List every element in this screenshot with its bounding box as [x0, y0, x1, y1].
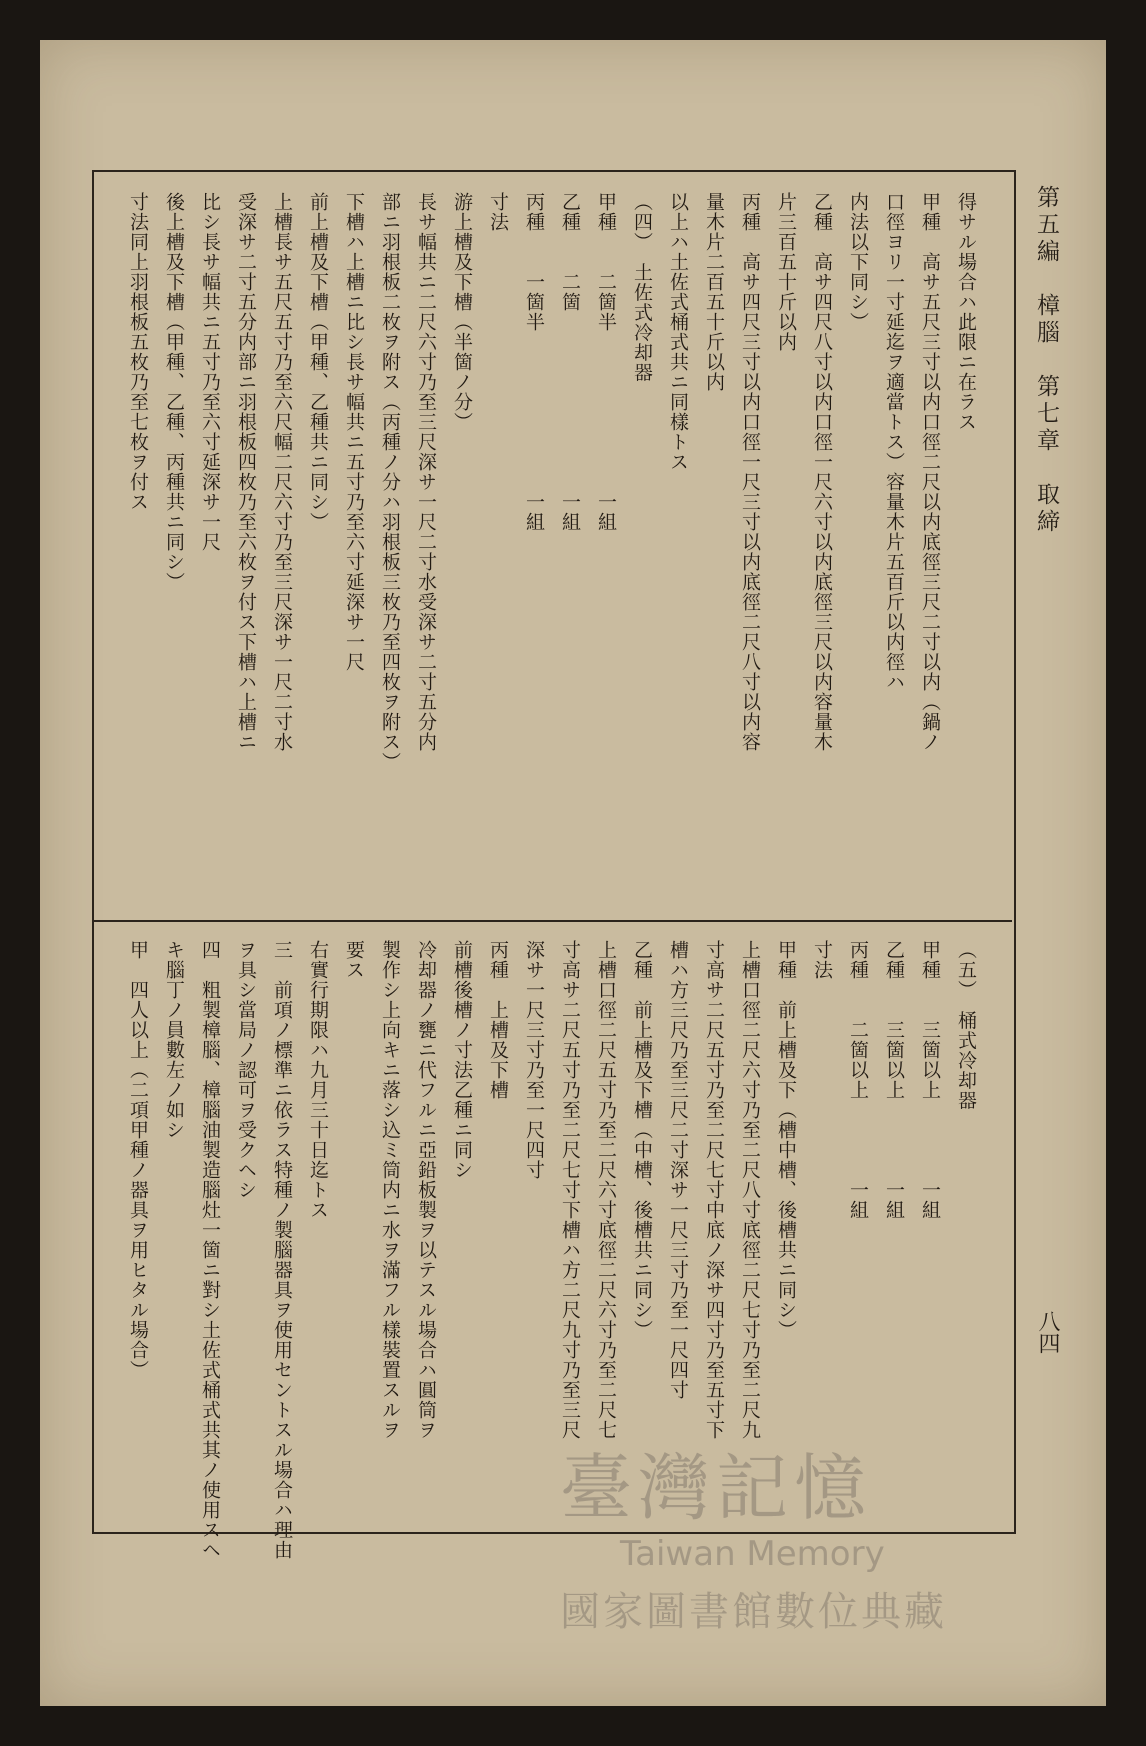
lower-text-column: 上槽口徑二尺六寸乃至二尺八寸底徑二尺七寸乃至二尺九: [739, 940, 761, 1440]
upper-text-column: 量木片二百五十斤以内: [703, 192, 725, 392]
lower-text-column: 前槽後槽ノ寸法乙種ニ同シ: [451, 940, 473, 1180]
upper-text-column: 丙種 一箇半 一組: [523, 192, 545, 532]
upper-text-column: 以上ハ土佐式桶式共ニ同樣トス: [667, 192, 689, 472]
section-divider: [92, 920, 1012, 922]
upper-text-column: 寸法: [487, 192, 509, 232]
upper-text-column: 後上槽及下槽（甲種、乙種、丙種共ニ同シ）: [163, 192, 185, 592]
lower-text-column: 寸高サ二尺五寸乃至二尺七寸下槽ハ方二尺九寸乃至三尺: [559, 940, 581, 1440]
page-header: 第五編 樟腦 第七章 取締: [1033, 185, 1059, 536]
upper-text-column: （四） 土佐式冷却器: [631, 192, 653, 383]
lower-text-column: 寸高サ二尺五寸乃至二尺七寸中底ノ深サ四寸乃至五寸下: [703, 940, 725, 1440]
watermark-subtitle: 國家圖書館數位典藏: [560, 1589, 947, 1635]
lower-text-column: （五） 桶式冷却器: [955, 940, 977, 1111]
upper-text-column: 片三百五十斤以内: [775, 192, 797, 352]
watermark-english: Taiwan Memory: [620, 1534, 885, 1574]
upper-text-column: 丙種 高サ四尺三寸以内口徑一尺三寸以内底徑二尺八寸以内容: [739, 192, 761, 752]
lower-text-column: 上槽口徑二尺五寸乃至二尺六寸底徑二尺六寸乃至二尺七: [595, 940, 617, 1440]
watermark-title: 臺灣記憶: [560, 1446, 873, 1530]
lower-text-column: 甲 四人以上（二項甲種ノ器具ヲ用ヒタル場合）: [127, 940, 149, 1380]
lower-text-column: キ腦丁ノ員數左ノ如シ: [163, 940, 185, 1140]
library-watermark: [560, 1430, 947, 1637]
lower-text-column: 要ス: [343, 940, 365, 980]
upper-text-column: 下槽ハ上槽ニ比シ長サ幅共ニ五寸乃至六寸延深サ一尺: [343, 192, 365, 672]
lower-text-column: 丙種 上槽及下槽: [487, 940, 509, 1100]
upper-text-column: 前上槽及下槽（甲種、乙種共ニ同シ）: [307, 192, 329, 532]
lower-text-column: ヲ具シ當局ノ認可ヲ受クヘシ: [235, 940, 257, 1200]
upper-text-column: 寸法同上羽根板五枚乃至七枚ヲ付ス: [127, 192, 149, 512]
upper-text-column: 比シ長サ幅共ニ五寸乃至六寸延深サ一尺: [199, 192, 221, 552]
upper-text-column: 乙種 二箇 一組: [559, 192, 581, 532]
lower-text-column: 丙種 二箇以上 一組: [847, 940, 869, 1220]
upper-text-column: 乙種 高サ四尺八寸以内口徑一尺六寸以内底徑三尺以内容量木: [811, 192, 833, 752]
document-page: [40, 40, 1106, 1706]
lower-text-column: 製作シ上向キニ落シ込ミ筒内ニ水ヲ滿フル樣裝置スルヲ: [379, 940, 401, 1440]
upper-text-column: 部ニ羽根板二枚ヲ附ス（丙種ノ分ハ羽根板三枚乃至四枚ヲ附ス）: [379, 192, 401, 772]
upper-text-column: 上槽長サ五尺五寸乃至六尺幅二尺六寸乃至三尺深サ一尺二寸水: [271, 192, 293, 752]
lower-text-column: 三 前項ノ標準ニ依ラス特種ノ製腦器具ヲ使用セントスル場合ハ理由: [271, 940, 293, 1560]
upper-text-column: 口徑ヨリ一寸延迄ヲ適當トス）容量木片五百斤以内徑ハ: [883, 192, 905, 692]
lower-text-column: 冷却器ノ甕ニ代フルニ亞鉛板製ヲ以テスル場合ハ圓筒ヲ: [415, 940, 437, 1440]
upper-text-column: 游上槽及下槽（半箇ノ分）: [451, 192, 473, 432]
lower-text-column: 寸法: [811, 940, 833, 980]
lower-text-column: 深サ一尺三寸乃至一尺四寸: [523, 940, 545, 1180]
lower-text-column: 甲種 前上槽及下（槽中槽、後槽共ニ同シ）: [775, 940, 797, 1340]
upper-text-column: 受深サ二寸五分内部ニ羽根板四枚乃至六枚ヲ付ス下槽ハ上槽ニ: [235, 192, 257, 752]
page-number: 八四: [1035, 1310, 1060, 1354]
lower-text-column: 甲種 三箇以上 一組: [919, 940, 941, 1220]
upper-text-column: 得サル場合ハ此限ニ在ラス: [955, 192, 977, 432]
upper-text-column: 甲種 高サ五尺三寸以内口徑二尺以内底徑三尺二寸以内（鍋ノ: [919, 192, 941, 752]
lower-text-column: 右實行期限ハ九月三十日迄トス: [307, 940, 329, 1220]
lower-text-column: 乙種 三箇以上 一組: [883, 940, 905, 1220]
upper-text-column: 内法以下同シ）: [847, 192, 869, 332]
lower-text-column: 乙種 前上槽及下槽（中槽、後槽共ニ同シ）: [631, 940, 653, 1340]
upper-text-column: 甲種 二箇半 一組: [595, 192, 617, 532]
lower-text-column: 槽ハ方三尺乃至三尺二寸深サ一尺三寸乃至一尺四寸: [667, 940, 689, 1400]
upper-text-column: 長サ幅共ニ二尺六寸乃至三尺深サ一尺二寸水受深サ二寸五分内: [415, 192, 437, 752]
lower-text-column: 四 粗製樟腦、樟腦油製造腦灶一箇ニ對シ土佐式桶式共其ノ使用スヘ: [199, 940, 221, 1560]
